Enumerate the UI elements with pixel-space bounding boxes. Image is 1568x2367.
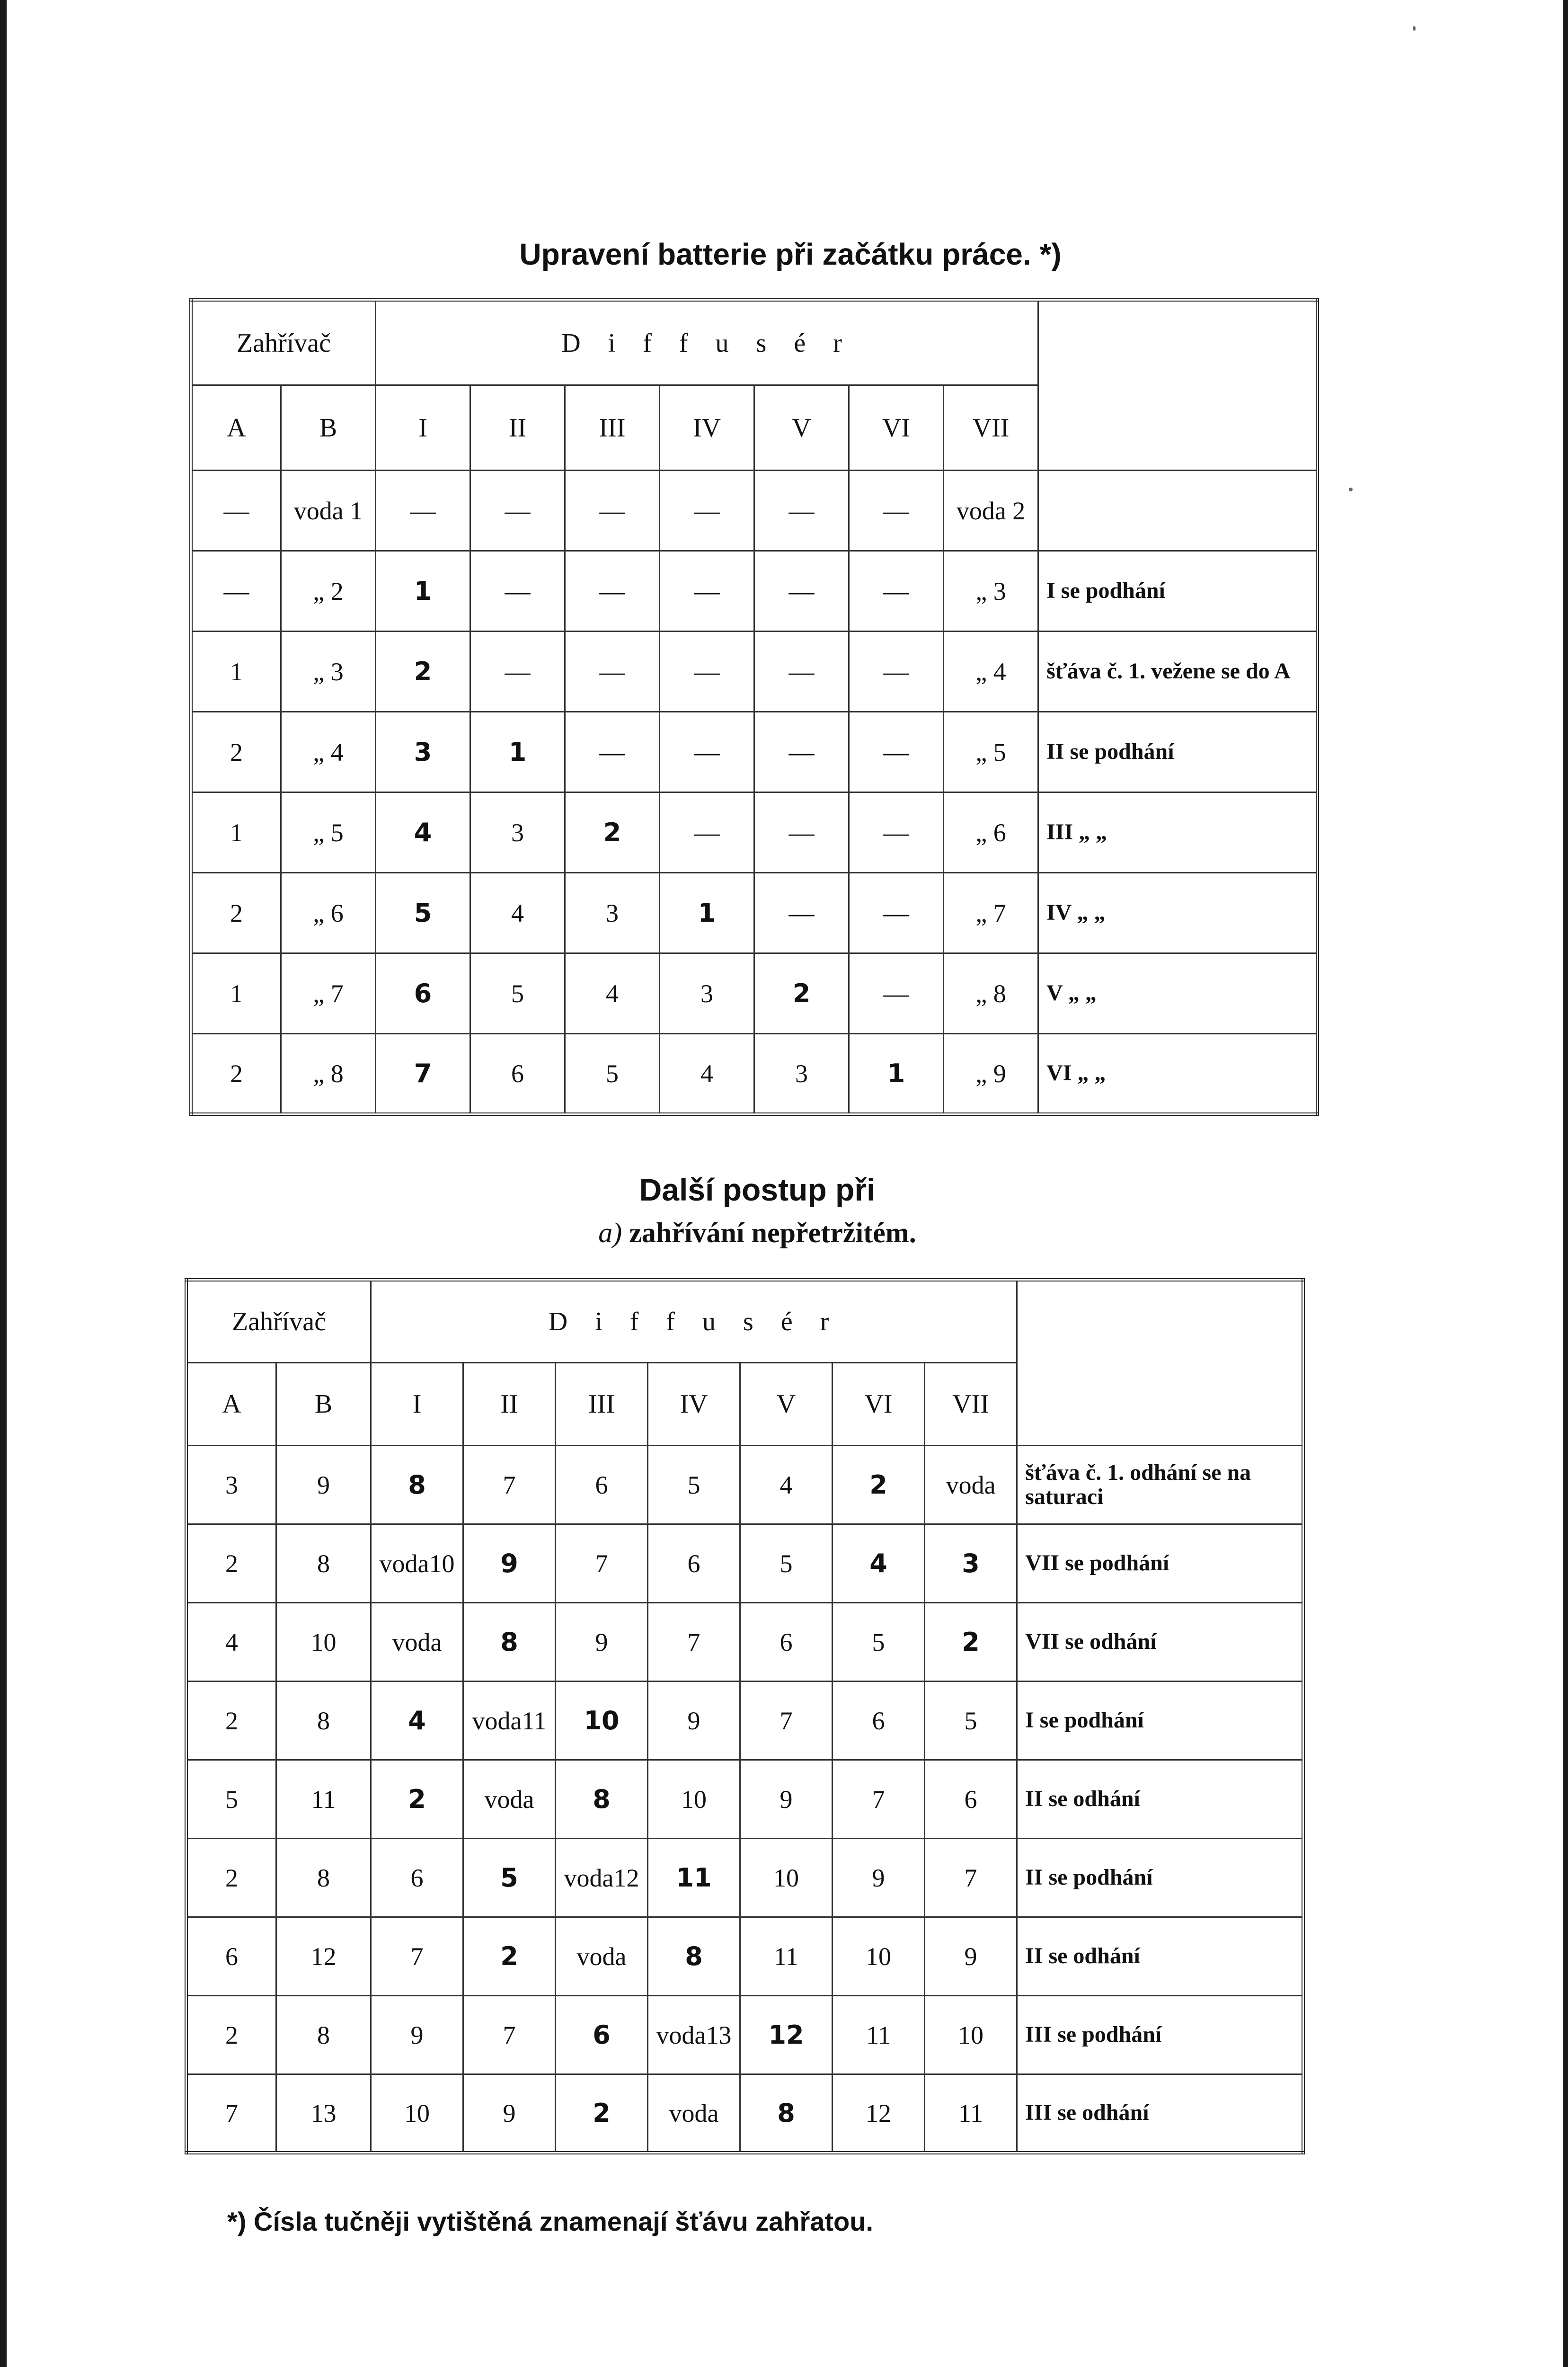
cell-i: 7 xyxy=(376,1034,470,1114)
cell-v: 4 xyxy=(740,1446,833,1524)
row-note: I se podhání xyxy=(1038,551,1318,632)
cell-vii: „ 9 xyxy=(944,1034,1038,1114)
cell-vii: „ 5 xyxy=(944,712,1038,792)
cell-vii: 11 xyxy=(925,2074,1017,2153)
cell-iii: — xyxy=(565,632,660,712)
cell-iv: 11 xyxy=(648,1839,740,1917)
cell-a: 2 xyxy=(186,1682,276,1760)
row-note xyxy=(1038,471,1318,551)
cell-a: — xyxy=(191,551,281,632)
scan-edge-right xyxy=(1563,0,1568,2367)
column-header-vi: VI xyxy=(849,385,944,471)
cell-v: 11 xyxy=(740,1917,833,1996)
cell-vi: — xyxy=(849,873,944,953)
row-note: II se odhání xyxy=(1017,1917,1303,1996)
cell-iv: 7 xyxy=(648,1603,740,1682)
cell-vi: — xyxy=(849,551,944,632)
table-row xyxy=(191,953,1318,1034)
cell-iii: 4 xyxy=(565,953,660,1034)
column-header-vii: VII xyxy=(944,385,1038,471)
cell-b: 13 xyxy=(276,2074,371,2153)
cell-iv: voda13 xyxy=(648,1996,740,2074)
cell-v: 8 xyxy=(740,2074,833,2153)
row-note: šťáva č. 1. vežene se do A xyxy=(1038,632,1318,712)
cell-vii: 7 xyxy=(925,1839,1017,1917)
scan-speck xyxy=(1349,488,1353,491)
row-note: IV „ „ xyxy=(1038,873,1318,953)
cell-vii: „ 8 xyxy=(944,953,1038,1034)
cell-ii: 9 xyxy=(463,1524,556,1603)
table-row xyxy=(186,1446,1303,1524)
cell-vi: — xyxy=(849,471,944,551)
cell-ii: 7 xyxy=(463,1446,556,1524)
cell-vii: voda 2 xyxy=(944,471,1038,551)
column-header-a: A xyxy=(191,385,281,471)
cell-vii: „ 7 xyxy=(944,873,1038,953)
cell-v: — xyxy=(754,551,849,632)
table-row xyxy=(186,1682,1303,1760)
cell-vi: — xyxy=(849,792,944,873)
cell-i: 3 xyxy=(376,712,470,792)
cell-iii: 10 xyxy=(556,1682,648,1760)
cell-a: 6 xyxy=(186,1917,276,1996)
cell-i: 6 xyxy=(376,953,470,1034)
cell-a: 4 xyxy=(186,1603,276,1682)
cell-i: — xyxy=(376,471,470,551)
column-header-v: V xyxy=(740,1363,833,1446)
cell-vii: 2 xyxy=(925,1603,1017,1682)
cell-a: 2 xyxy=(191,873,281,953)
cell-i: 6 xyxy=(371,1839,463,1917)
cell-iii: 5 xyxy=(565,1034,660,1114)
cell-ii: 8 xyxy=(463,1603,556,1682)
cell-v: — xyxy=(754,632,849,712)
cell-a: — xyxy=(191,471,281,551)
table-row xyxy=(186,2074,1303,2153)
cell-iv: voda xyxy=(648,2074,740,2153)
cell-v: — xyxy=(754,471,849,551)
row-note: III se odhání xyxy=(1017,2074,1303,2153)
footnote: *) Čísla tučněji vytištěná znamenají šťávu zahřatou. xyxy=(227,2207,874,2236)
table-row xyxy=(186,1839,1303,1917)
cell-iii: — xyxy=(565,551,660,632)
table-row xyxy=(186,1917,1303,1996)
row-note: III se podhání xyxy=(1017,1996,1303,2074)
table-row xyxy=(186,1524,1303,1603)
cell-iv: — xyxy=(660,792,754,873)
cell-a: 2 xyxy=(186,1839,276,1917)
cell-vi: 1 xyxy=(849,1034,944,1114)
cell-ii: — xyxy=(470,471,565,551)
cell-ii: 1 xyxy=(470,712,565,792)
row-note: I se podhání xyxy=(1017,1682,1303,1760)
column-header-a: A xyxy=(186,1363,276,1446)
column-header-iii: III xyxy=(565,385,660,471)
cell-v: — xyxy=(754,792,849,873)
cell-b: 9 xyxy=(276,1446,371,1524)
table-row xyxy=(186,1996,1303,2074)
cell-iii: voda12 xyxy=(556,1839,648,1917)
cell-v: 7 xyxy=(740,1682,833,1760)
subtitle-text: zahřívání nepřetržitém. xyxy=(629,1217,916,1248)
table-row xyxy=(191,1034,1318,1114)
cell-ii: 6 xyxy=(470,1034,565,1114)
cell-i: voda xyxy=(371,1603,463,1682)
cell-iii: 6 xyxy=(556,1446,648,1524)
table-row xyxy=(191,471,1318,551)
cell-vii: 5 xyxy=(925,1682,1017,1760)
row-note: III „ „ xyxy=(1038,792,1318,873)
cell-iii: 7 xyxy=(556,1524,648,1603)
table-continuous-heating xyxy=(185,1278,1305,2154)
cell-v: 12 xyxy=(740,1996,833,2074)
diffuser-group-header: D i f f u s é r xyxy=(376,300,1038,385)
cell-b: „ 8 xyxy=(281,1034,376,1114)
cell-iv: — xyxy=(660,551,754,632)
table2-group-header-row xyxy=(186,1280,1303,1363)
cell-vi: — xyxy=(849,632,944,712)
cell-a: 7 xyxy=(186,2074,276,2153)
table-row xyxy=(191,792,1318,873)
table-row xyxy=(186,1760,1303,1839)
cell-v: 9 xyxy=(740,1760,833,1839)
cell-ii: 5 xyxy=(470,953,565,1034)
cell-iv: 5 xyxy=(648,1446,740,1524)
cell-v: 5 xyxy=(740,1524,833,1603)
heater-group-header: Zahřívač xyxy=(191,300,376,385)
cell-vi: 11 xyxy=(833,1996,925,2074)
cell-iii: — xyxy=(565,712,660,792)
cell-vii: „ 3 xyxy=(944,551,1038,632)
cell-i: 10 xyxy=(371,2074,463,2153)
column-header-vii: VII xyxy=(925,1363,1017,1446)
cell-iv: 10 xyxy=(648,1760,740,1839)
cell-vi: 6 xyxy=(833,1682,925,1760)
column-header-i: I xyxy=(376,385,470,471)
cell-v: 3 xyxy=(754,1034,849,1114)
cell-ii: 5 xyxy=(463,1839,556,1917)
cell-vi: 7 xyxy=(833,1760,925,1839)
cell-i: 4 xyxy=(376,792,470,873)
cell-vi: 2 xyxy=(833,1446,925,1524)
cell-iv: — xyxy=(660,632,754,712)
cell-iii: 9 xyxy=(556,1603,648,1682)
cell-vii: 3 xyxy=(925,1524,1017,1603)
table-row xyxy=(191,712,1318,792)
row-note: šťáva č. 1. odhání se na saturaci xyxy=(1017,1446,1303,1524)
cell-a: 2 xyxy=(186,1524,276,1603)
column-header-ii: II xyxy=(463,1363,556,1446)
cell-i: 5 xyxy=(376,873,470,953)
row-note: II se podhání xyxy=(1038,712,1318,792)
cell-a: 1 xyxy=(191,792,281,873)
cell-i: 9 xyxy=(371,1996,463,2074)
row-note: VI „ „ xyxy=(1038,1034,1318,1114)
column-header-ii: II xyxy=(470,385,565,471)
column-header-iii: III xyxy=(556,1363,648,1446)
scan-speck xyxy=(1413,26,1416,31)
cell-iii: 3 xyxy=(565,873,660,953)
table1-group-header-row xyxy=(191,300,1318,385)
cell-vii: „ 4 xyxy=(944,632,1038,712)
cell-b: 12 xyxy=(276,1917,371,1996)
cell-b: 8 xyxy=(276,1682,371,1760)
cell-ii: voda xyxy=(463,1760,556,1839)
cell-iv: 3 xyxy=(660,953,754,1034)
cell-i: 7 xyxy=(371,1917,463,1996)
table-row xyxy=(191,632,1318,712)
cell-b: 8 xyxy=(276,1524,371,1603)
cell-ii: 3 xyxy=(470,792,565,873)
cell-iv: 1 xyxy=(660,873,754,953)
row-note: V „ „ xyxy=(1038,953,1318,1034)
row-note: VII se podhání xyxy=(1017,1524,1303,1603)
cell-vii: „ 6 xyxy=(944,792,1038,873)
cell-ii: 2 xyxy=(463,1917,556,1996)
cell-ii: — xyxy=(470,551,565,632)
cell-b: 10 xyxy=(276,1603,371,1682)
column-header-b: B xyxy=(281,385,376,471)
cell-b: „ 5 xyxy=(281,792,376,873)
diffuser-group-header: D i f f u s é r xyxy=(371,1280,1017,1363)
section2-subtitle xyxy=(379,1217,1136,1249)
table-row xyxy=(191,551,1318,632)
cell-vii: 6 xyxy=(925,1760,1017,1839)
row-note: II se podhání xyxy=(1017,1839,1303,1917)
table1-title: Upravení batterie při začátku práce. *) xyxy=(519,237,1062,271)
cell-iv: — xyxy=(660,471,754,551)
cell-a: 2 xyxy=(186,1996,276,2074)
cell-vi: 5 xyxy=(833,1603,925,1682)
cell-b: „ 2 xyxy=(281,551,376,632)
cell-vi: — xyxy=(849,953,944,1034)
cell-b: „ 3 xyxy=(281,632,376,712)
table2-note-header xyxy=(1017,1280,1303,1446)
table-row xyxy=(186,1603,1303,1682)
cell-b: „ 6 xyxy=(281,873,376,953)
cell-b: „ 4 xyxy=(281,712,376,792)
cell-vi: 12 xyxy=(833,2074,925,2153)
cell-iii: 8 xyxy=(556,1760,648,1839)
column-header-vi: VI xyxy=(833,1363,925,1446)
subtitle-letter: a) xyxy=(598,1217,622,1248)
cell-iii: — xyxy=(565,471,660,551)
cell-a: 1 xyxy=(191,632,281,712)
cell-v: 2 xyxy=(754,953,849,1034)
cell-ii: 7 xyxy=(463,1996,556,2074)
scan-edge-left xyxy=(0,0,7,2367)
cell-v: 6 xyxy=(740,1603,833,1682)
column-header-iv: IV xyxy=(660,385,754,471)
row-note: VII se odhání xyxy=(1017,1603,1303,1682)
cell-i: voda10 xyxy=(371,1524,463,1603)
cell-vi: 10 xyxy=(833,1917,925,1996)
table1-note-header xyxy=(1038,300,1318,471)
cell-a: 1 xyxy=(191,953,281,1034)
cell-b: 11 xyxy=(276,1760,371,1839)
cell-iii: 2 xyxy=(565,792,660,873)
cell-i: 1 xyxy=(376,551,470,632)
cell-ii: — xyxy=(470,632,565,712)
cell-ii: 9 xyxy=(463,2074,556,2153)
cell-v: 10 xyxy=(740,1839,833,1917)
cell-i: 4 xyxy=(371,1682,463,1760)
cell-vii: 9 xyxy=(925,1917,1017,1996)
cell-a: 5 xyxy=(186,1760,276,1839)
cell-vii: 10 xyxy=(925,1996,1017,2074)
cell-vii: voda xyxy=(925,1446,1017,1524)
cell-b: voda 1 xyxy=(281,471,376,551)
cell-b: 8 xyxy=(276,1996,371,2074)
cell-v: — xyxy=(754,873,849,953)
cell-iii: 2 xyxy=(556,2074,648,2153)
cell-ii: 4 xyxy=(470,873,565,953)
table-row xyxy=(191,873,1318,953)
cell-a: 2 xyxy=(191,712,281,792)
cell-vi: 4 xyxy=(833,1524,925,1603)
cell-iv: 9 xyxy=(648,1682,740,1760)
column-header-v: V xyxy=(754,385,849,471)
cell-i: 2 xyxy=(371,1760,463,1839)
cell-i: 8 xyxy=(371,1446,463,1524)
row-note: II se odhání xyxy=(1017,1760,1303,1839)
cell-i: 2 xyxy=(376,632,470,712)
cell-a: 2 xyxy=(191,1034,281,1114)
cell-iii: 6 xyxy=(556,1996,648,2074)
column-header-i: I xyxy=(371,1363,463,1446)
cell-v: — xyxy=(754,712,849,792)
cell-vi: 9 xyxy=(833,1839,925,1917)
cell-iv: 6 xyxy=(648,1524,740,1603)
table-initial-battery xyxy=(189,298,1319,1116)
cell-iii: voda xyxy=(556,1917,648,1996)
cell-iv: 4 xyxy=(660,1034,754,1114)
column-header-iv: IV xyxy=(648,1363,740,1446)
section2-title: Další postup při xyxy=(639,1172,876,1207)
cell-iv: 8 xyxy=(648,1917,740,1996)
column-header-b: B xyxy=(276,1363,371,1446)
heater-group-header: Zahřívač xyxy=(186,1280,371,1363)
cell-b: „ 7 xyxy=(281,953,376,1034)
cell-a: 3 xyxy=(186,1446,276,1524)
cell-iv: — xyxy=(660,712,754,792)
cell-ii: voda11 xyxy=(463,1682,556,1760)
cell-vi: — xyxy=(849,712,944,792)
cell-b: 8 xyxy=(276,1839,371,1917)
